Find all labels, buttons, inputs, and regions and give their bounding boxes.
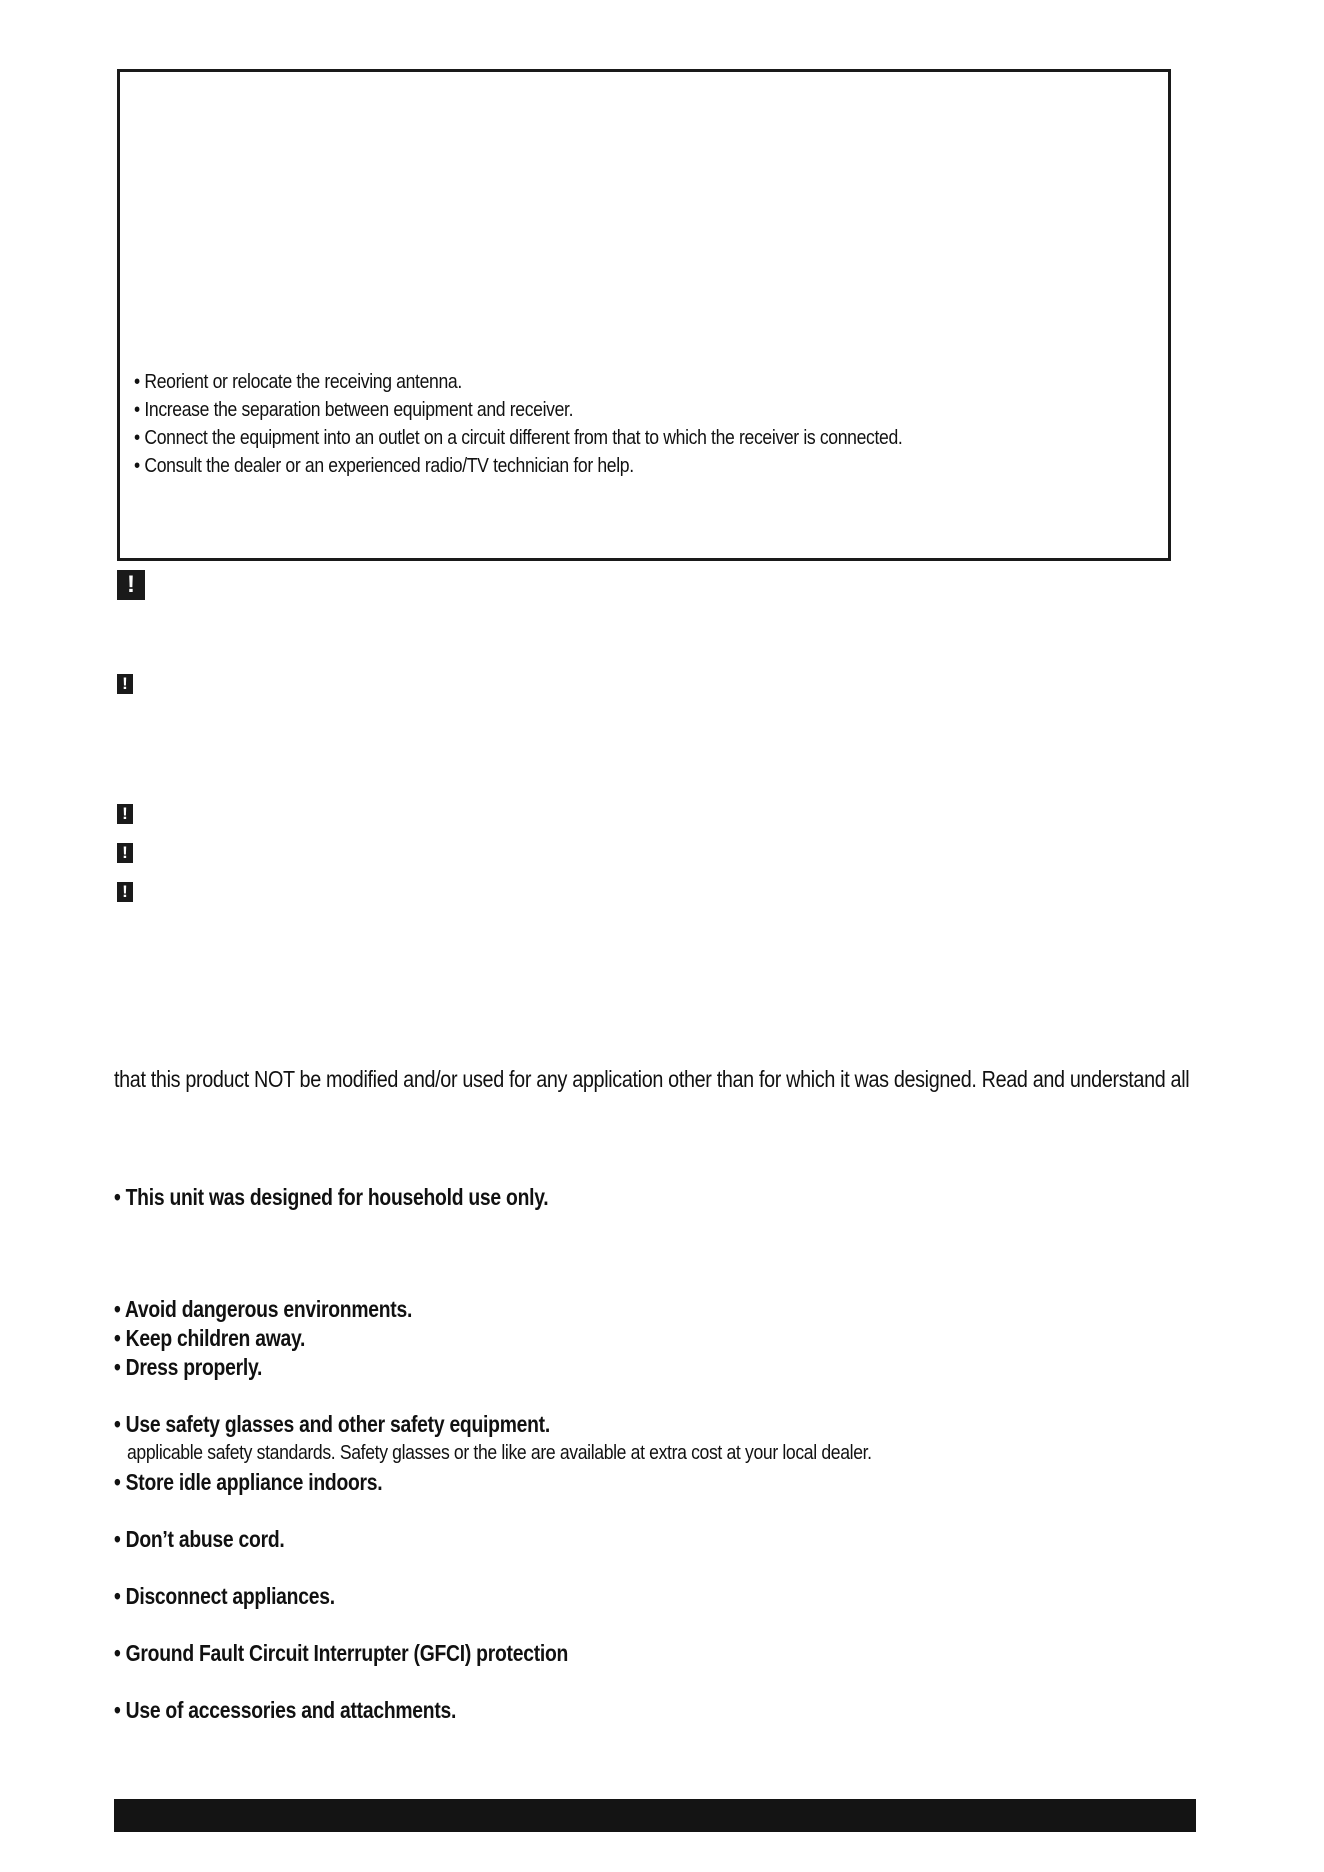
rule-glasses: • Use safety glasses and other safety equipment. — [114, 1411, 550, 1437]
rule-disconnect: • Disconnect appliances. — [114, 1583, 335, 1609]
warning-icon: ! — [117, 843, 133, 863]
warning-icon: ! — [117, 570, 145, 600]
fcc-item-separation: • Increase the separation between equipment and receiver. — [134, 399, 574, 421]
fcc-notice-box — [117, 69, 1171, 561]
rule-glasses-detail: applicable safety standards. Safety glasses or the like are available at extra cost at your local dealer. — [127, 1442, 872, 1464]
fcc-item-reorient: • Reorient or relocate the receiving antenna. — [134, 371, 462, 393]
warning-icon: ! — [117, 882, 133, 902]
body-text-line: that this product NOT be modified and/or used for any application other than for which it was designed. Read and understand all — [114, 1066, 1190, 1092]
rule-accessories: • Use of accessories and attachments. — [114, 1697, 457, 1723]
rule-household: • This unit was designed for household use only. — [114, 1184, 549, 1210]
rule-dress: • Dress properly. — [114, 1354, 263, 1380]
rule-gfci: • Ground Fault Circuit Interrupter (GFCI) protection — [114, 1640, 569, 1666]
rule-environments: • Avoid dangerous environments. — [114, 1296, 413, 1322]
rule-children: • Keep children away. — [114, 1325, 306, 1351]
fcc-item-outlet: • Connect the equipment into an outlet on a circuit different from that to which the receiver is connected. — [134, 427, 903, 449]
rule-cord: • Don’t abuse cord. — [114, 1526, 285, 1552]
warning-icon: ! — [117, 674, 133, 694]
rule-store: • Store idle appliance indoors. — [114, 1469, 383, 1495]
footer-bar — [114, 1799, 1196, 1832]
fcc-item-dealer: • Consult the dealer or an experienced radio/TV technician for help. — [134, 455, 634, 477]
warning-icon: ! — [117, 804, 133, 824]
